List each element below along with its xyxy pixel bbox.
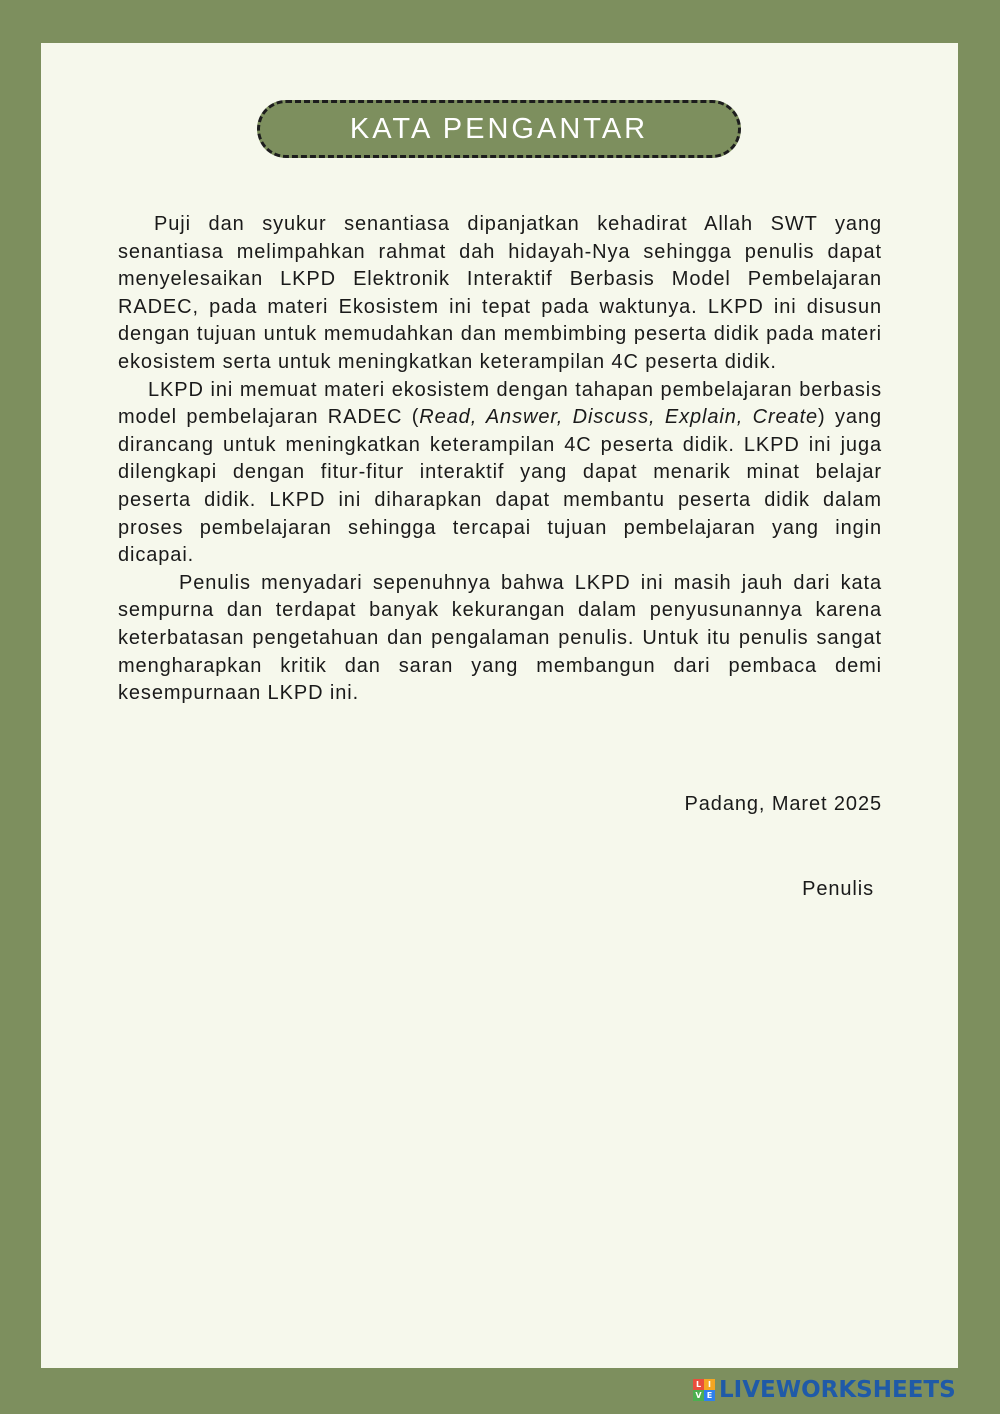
page-title: KATA PENGANTAR bbox=[349, 112, 649, 145]
watermark-text: LIVEWORKSHEETS bbox=[719, 1377, 956, 1403]
title-banner bbox=[257, 100, 741, 158]
author-signature: Penulis bbox=[802, 878, 874, 900]
liveworksheets-logo-icon bbox=[693, 1379, 715, 1401]
logo-letter: I bbox=[704, 1379, 715, 1390]
liveworksheets-watermark bbox=[693, 1376, 956, 1404]
preface-paragraph-2 bbox=[118, 377, 882, 570]
document-page bbox=[41, 43, 958, 1368]
preface-paragraph-1: Puji dan syukur senantiasa dipanjatkan kehadirat Allah SWT yang senantiasa melimpahkan rahmat dah hidayah-Nya sehingga penulis dapat menyelesaikan LKPD Elektronik Interaktif Berbasis Model Pembelajaran RADEC, pada materi Ekosistem ini tepat pada waktunya. LKPD ini disusun dengan tujuan untuk memudahkan dan membimbing peserta didik pada materi ekosistem serta untuk meningkatkan keterampilan 4C peserta didik. bbox=[118, 213, 882, 373]
paragraph-2-text-end: ) yang dirancang untuk meningkatkan keterampilan 4C peserta didik. LKPD ini juga dilengkapi dengan fitur-fitur interaktif yang dapat menarik minat belajar peserta didik. LKPD ini diharapkan dapat membantu peserta didik dalam proses pembelajaran sehingga tercapai tujuan pembelajaran yang ingin dicapai. bbox=[118, 406, 882, 567]
logo-letter: L bbox=[693, 1379, 704, 1390]
paragraph-2-text-start: LKPD ini memuat materi ekosistem dengan tahapan pembelajaran berbasis model pembelajaran RADEC ( bbox=[118, 378, 882, 429]
preface-body bbox=[118, 211, 882, 708]
logo-letter: E bbox=[704, 1390, 715, 1401]
radec-expansion: Read, Answer, Discuss, Explain, Create bbox=[419, 406, 819, 429]
preface-paragraph-3: Penulis menyadari sepenuhnya bahwa LKPD ini masih jauh dari kata sempurna dan terdapat banyak kekurangan dalam penyusunannya karena keterbatasan pengetahuan dan pengalaman penulis. Untuk itu penulis sangat mengharapkan kritik dan saran yang membangun dari pembaca demi kesempurnaan LKPD ini. bbox=[118, 571, 882, 705]
place-and-date: Padang, Maret 2025 bbox=[684, 793, 882, 815]
logo-letter: V bbox=[693, 1390, 704, 1401]
